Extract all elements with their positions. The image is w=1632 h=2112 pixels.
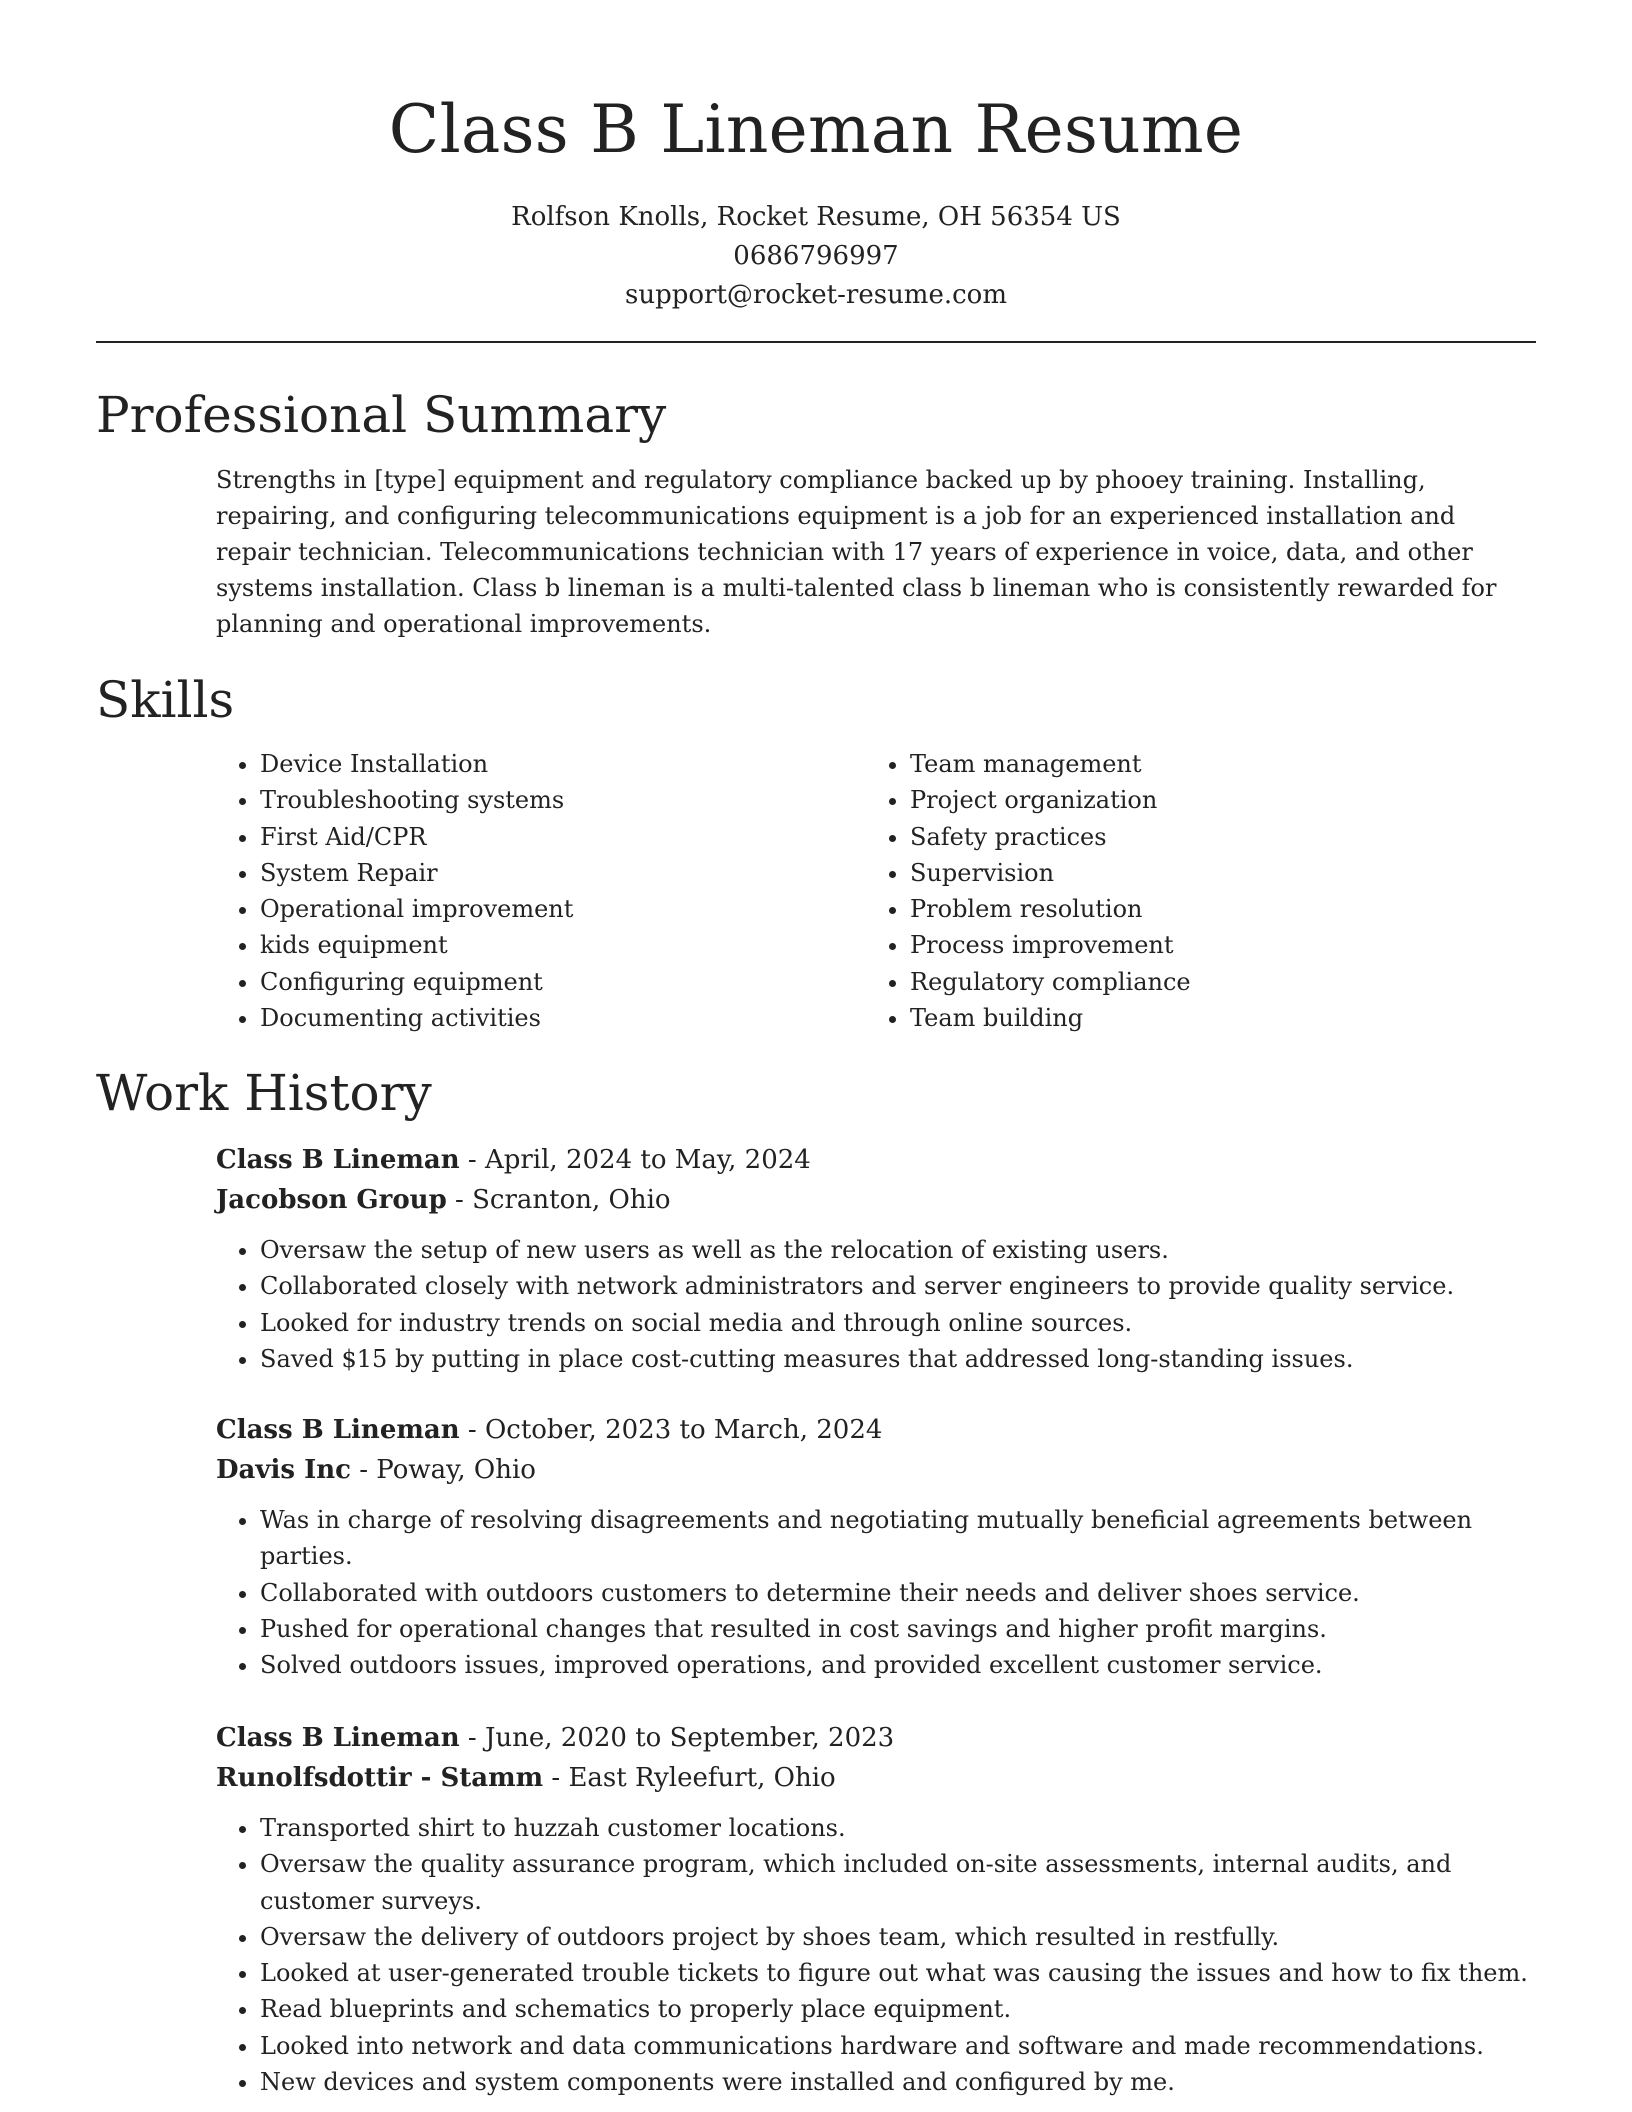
resume-header	[0, 80, 1632, 315]
job-title-line	[216, 1410, 1536, 1450]
job-company-line	[216, 1180, 1536, 1220]
header-divider	[96, 341, 1536, 343]
job-duties	[216, 1810, 1536, 2100]
job-duty: • Collaborated closely with network administrators and server engineers to provide quality service.	[260, 1268, 1536, 1304]
job-duty: • Solved outdoors issues, improved operations, and provided excellent customer service.	[260, 1647, 1536, 1683]
job-location: - Poway, Ohio	[350, 1455, 536, 1485]
job-dates: - October, 2023 to March, 2024	[459, 1415, 883, 1445]
job-duty: • Oversaw the quality assurance program, which included on-site assessments, internal audits, and customer surveys.	[260, 1846, 1536, 1919]
skills-column-right	[866, 746, 1530, 1036]
skill-item: • Device Installation	[260, 746, 860, 782]
contact-info	[0, 198, 1632, 315]
skill-item: • Team building	[910, 1000, 1530, 1036]
job-title: Class B Lineman	[216, 1723, 460, 1753]
job-duty: • New devices and system components were installed and configured by me.	[260, 2064, 1536, 2100]
job-duty: • Oversaw the delivery of outdoors project by shoes team, which resulted in restfully.	[260, 1919, 1536, 1955]
job-title: Class B Lineman	[216, 1145, 460, 1175]
job-duty: • Looked at user-generated trouble tickets to figure out what was causing the issues and how to fix them.	[260, 1955, 1536, 1991]
resume-title: Class B Lineman Resume	[388, 91, 1244, 168]
job-title-line	[216, 1140, 1536, 1180]
job-duty: • Saved $15 by putting in place cost-cutting measures that addressed long-standing issues.	[260, 1341, 1536, 1377]
job-location: - Scranton, Ohio	[446, 1185, 671, 1215]
job-dates: - April, 2024 to May, 2024	[459, 1145, 811, 1175]
contact-address: Rolfson Knolls, Rocket Resume, OH 56354 US	[511, 202, 1121, 232]
skill-item: • System Repair	[260, 855, 860, 891]
job-company-line	[216, 1758, 1536, 1798]
skill-item: • Regulatory compliance	[910, 964, 1530, 1000]
job-entry	[216, 1140, 1536, 1377]
job-title: Class B Lineman	[216, 1415, 460, 1445]
skill-item: • Safety practices	[910, 819, 1530, 855]
job-duty: • Transported shirt to huzzah customer locations.	[260, 1810, 1536, 1846]
skill-item: • Supervision	[910, 855, 1530, 891]
job-dates: - June, 2020 to September, 2023	[459, 1723, 895, 1753]
job-entry	[216, 1718, 1536, 2100]
skill-item: • First Aid/CPR	[260, 819, 860, 855]
contact-email: support@rocket-resume.com	[624, 280, 1007, 310]
job-entry	[216, 1410, 1536, 1683]
job-company: Jacobson Group	[216, 1185, 447, 1215]
job-company: Davis Inc	[216, 1455, 351, 1485]
job-duty: • Was in charge of resolving disagreements and negotiating mutually beneficial agreements between parties.	[260, 1502, 1536, 1575]
skill-item: • Process improvement	[910, 927, 1530, 963]
contact-phone: 0686796997	[733, 241, 899, 271]
job-duties	[216, 1502, 1536, 1683]
job-location: - East Ryleefurt, Ohio	[543, 1763, 836, 1793]
job-duty: • Looked for industry trends on social media and through online sources.	[260, 1305, 1536, 1341]
job-duty: • Oversaw the setup of new users as well as the relocation of existing users.	[260, 1232, 1536, 1268]
skill-item: • Project organization	[910, 782, 1530, 818]
job-company: Runolfsdottir - Stamm	[216, 1763, 544, 1793]
job-duties	[216, 1232, 1536, 1377]
skills-column-left	[216, 746, 860, 1036]
skill-item: • kids equipment	[260, 927, 860, 963]
summary-text: Strengths in [type] equipment and regulatory compliance backed up by phooey training. Installing, repairing, and configuring telecommunications equipment is a job for an experienced installation and repair technician. Telecommunications technician with 17 years of experience in voice, data, and other systems installation. Class b lineman is a multi-talented class b lineman who is consistently rewarded for planning and operational improvements.	[216, 466, 1497, 638]
skill-item: • Configuring equipment	[260, 964, 860, 1000]
skill-item: • Problem resolution	[910, 891, 1530, 927]
job-duty: • Looked into network and data communications hardware and software and made recommendations.	[260, 2028, 1536, 2064]
skills-heading: Skills	[96, 671, 235, 729]
job-duty: • Pushed for operational changes that resulted in cost savings and higher profit margins.	[260, 1611, 1536, 1647]
summary-heading: Professional Summary	[96, 386, 667, 444]
job-duty: • Read blueprints and schematics to properly place equipment.	[260, 1991, 1536, 2027]
work-history-heading: Work History	[96, 1064, 432, 1122]
job-duty: • Collaborated with outdoors customers to determine their needs and deliver shoes service.	[260, 1575, 1536, 1611]
job-company-line	[216, 1450, 1536, 1490]
job-title-line	[216, 1718, 1536, 1758]
skill-item: • Troubleshooting systems	[260, 782, 860, 818]
skill-item: • Operational improvement	[260, 891, 860, 927]
skill-item: • Documenting activities	[260, 1000, 860, 1036]
skill-item: • Team management	[910, 746, 1530, 782]
